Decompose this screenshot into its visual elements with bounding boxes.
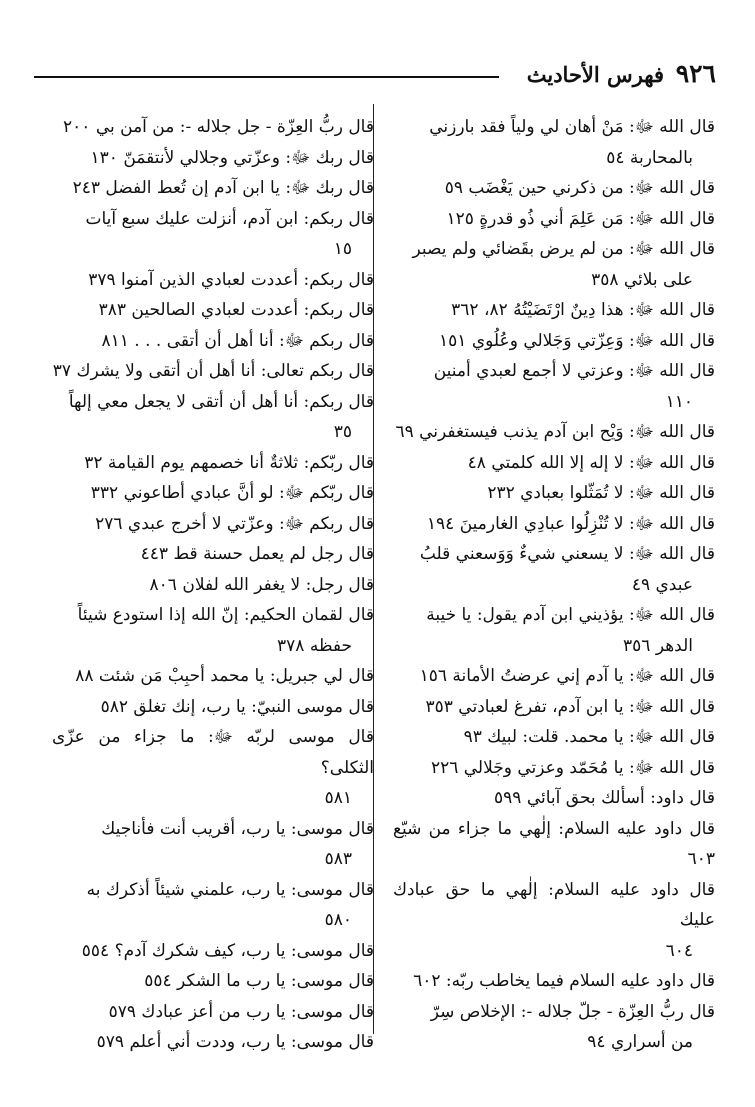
entry-text: قال الله ﷻ: هذا دِينٌ ارْتَضَيْتُهُ ٨٢، ٣٦٢ <box>451 300 715 320</box>
hadith-index-entry <box>52 356 374 387</box>
hadith-index-entry <box>52 204 374 265</box>
hadith-index-entry <box>393 783 715 814</box>
entry-text: قال ربّكم: ثلاثةٌ أنا خصمهم يوم القيامة ٣٢ <box>84 452 374 473</box>
entry-text: قال الله ﷻ: يا مُحَمّد وعزتي وجَلالي ٢٢٦ <box>430 757 715 778</box>
entry-text: قال موسى لربّه ﷻ: ما جزاء من عزّى الثكلى؟ <box>52 727 374 778</box>
entry-text: قال الله ﷻ: لا يسعني شيءٌ وَوَسعني قلبُ <box>419 544 715 564</box>
entry-text: قال الله ﷻ: مَن عَلِمَ أني ذُو قدرةٍ ١٢٥ <box>446 208 715 229</box>
hadith-index-entry <box>52 265 374 296</box>
hadith-index-entry <box>52 600 374 661</box>
hadith-index-entry <box>52 478 374 509</box>
entry-continuation: ٥٨٣ <box>324 849 352 869</box>
hadith-index-entry <box>393 356 715 417</box>
entry-text: قال ربك ﷻ: يا ابن آدم إن تُعط الفضل ٢٤٣ <box>72 178 374 198</box>
entry-text: قال لي جبريل: يا محمد أحبِبْ مَن شئت ٨٨ <box>75 666 374 686</box>
entry-text: قال داود: أسألك بحق آبائي ٥٩٩ <box>494 788 715 808</box>
entry-text: قال ربكم: ابن آدم، أنزلت عليك سبع آيات <box>85 208 374 229</box>
entry-continuation: حفظه ٣٧٨ <box>277 635 352 656</box>
running-title: فهرس الأحاديث <box>526 62 664 87</box>
hadith-index-entry <box>52 112 374 143</box>
entry-text: قال ربّكم ﷻ: لو أنَّ عبادي أطاعوني ٣٣٢ <box>90 483 374 503</box>
entry-text: قال لقمان الحكيم: إنّ الله إذا استودع شيئاً <box>77 605 374 625</box>
hadith-index-entry <box>52 173 374 204</box>
hadith-index-entry <box>52 326 374 357</box>
entry-continuation: بالمحاربة ٥٤ <box>606 147 693 168</box>
entry-continuation: الدهر ٣٥٦ <box>623 635 693 656</box>
entry-continuation: ٣٥ <box>333 422 352 442</box>
entry-text: قال الله ﷻ: لا تُنْزِلُوا عبادِي الغارمينَ ١٩٤ <box>426 513 715 534</box>
page-number: ٩٢٦ <box>675 59 716 88</box>
hadith-index-entry <box>52 722 374 814</box>
entry-text: قال الله ﷻ: لا إله إلا الله كلمتي ٤٨ <box>467 452 715 473</box>
entry-text: قال موسى: يا رب من أعز عبادك ٥٧٩ <box>108 1001 374 1022</box>
hadith-index-entry <box>52 387 374 448</box>
entry-text: قال داود عليه السلام: إلٰهي ما حق عبادك عليك <box>393 879 715 930</box>
entry-continuation: ١١٠ <box>665 391 693 412</box>
hadith-index-entry <box>52 448 374 479</box>
page-header <box>34 58 716 98</box>
index-column-right <box>393 112 715 1058</box>
entry-text: قال الله ﷻ: يا ابن آدم، تفرغ لعبادتي ٣٥٣ <box>425 696 715 717</box>
entry-text: قال الله ﷻ: لا تُمَثّلوا بعبادي ٢٣٢ <box>487 483 715 503</box>
index-column-left <box>52 112 374 1058</box>
entry-text: قال ربكم تعالى: أنا أهل أن أتقى ولا يشرك ٣٧ <box>52 361 374 381</box>
hadith-index-entry <box>393 661 715 692</box>
hadith-index-entry <box>52 539 374 570</box>
entry-continuation: ٥٨٠ <box>324 910 352 930</box>
entry-text: قال ربكم ﷻ: وعزّتي لا أخرج عبدي ٢٧٦ <box>95 513 374 534</box>
entry-continuation: على بلائي ٣٥٨ <box>591 269 693 290</box>
entry-text: قال ربك ﷻ: وعزّتي وجلالي لأنتقمَنّ ١٣٠ <box>90 147 374 168</box>
entry-text: قال ربُّ العِزّة - جل جلاله -: من آمن بي ٢٠٠ <box>63 117 374 137</box>
entry-text: قال موسى: يا رب، أقريب أنت فأناجيك <box>101 818 374 839</box>
entry-text: قال ربكم ﷻ: أنا أهل أن أتقى . . . ٨١١ <box>101 330 374 351</box>
hadith-index-entry <box>52 692 374 723</box>
hadith-index-entry <box>393 966 715 997</box>
entry-text: قال داود عليه السلام فيما يخاطب ربّه: ٦٠٢ <box>413 971 715 991</box>
entry-continuation: من أسراري ٩٤ <box>587 1032 693 1052</box>
hadith-index-entry <box>393 112 715 173</box>
hadith-index-entry <box>52 814 374 875</box>
hadith-index-entry <box>393 509 715 540</box>
hadith-index-entry <box>52 997 374 1028</box>
entry-text: قال الله ﷻ: يؤذيني ابن آدم يقول: يا خيبة <box>426 605 715 625</box>
hadith-index-entry <box>393 234 715 295</box>
hadith-index-entry <box>52 661 374 692</box>
entry-text: قال ربكم: أعددت لعبادي الذين آمنوا ٣٧٩ <box>88 269 374 290</box>
entry-continuation: ٦٠٤ <box>665 940 693 961</box>
entry-text: قال داود عليه السلام: إلٰهي ما جزاء من شيّع ٦٠٣ <box>393 818 715 869</box>
entry-text: قال الله ﷻ: وعزتي لا أجمع لعبدي أمنين <box>433 361 715 381</box>
hadith-index-entry <box>393 417 715 448</box>
entry-text: قال الله ﷻ: يا آدم إني عرضتُ الأمانة ١٥٦ <box>419 666 715 686</box>
hadith-index-entry <box>52 570 374 601</box>
hadith-index-entry <box>393 600 715 661</box>
entry-text: قال الله ﷻ: من لم يرض بقَضائي ولم يصبر <box>412 239 715 259</box>
hadith-index-entry <box>393 997 715 1058</box>
hadith-index-entry <box>52 143 374 174</box>
entry-text: قال الله ﷻ: يا محمد. قلت: لبيك ٩٣ <box>463 727 715 747</box>
entry-text: قال الله ﷻ: وَعِزّتي وَجَلالي وعُلُوي ١٥١ <box>439 330 715 351</box>
entry-text: قال رجل لم يعمل حسنة قط ٤٤٣ <box>140 544 374 564</box>
hadith-index-entry <box>393 204 715 235</box>
entry-text: قال موسى: يا رب، وددت أني أعلم ٥٧٩ <box>96 1032 374 1052</box>
entry-continuation: ٥٨١ <box>324 788 352 808</box>
hadith-index-entry <box>393 539 715 600</box>
hadith-index-entry <box>52 509 374 540</box>
hadith-index-entry <box>393 478 715 509</box>
entry-text: قال رجل: لا يغفر الله لفلان ٨٠٦ <box>149 574 374 595</box>
entry-text: قال موسى: يا رب ما الشكر ٥٥٤ <box>144 971 374 991</box>
entry-text: قال موسى: يا رب، كيف شكرك آدم؟ ٥٥٤ <box>81 940 374 961</box>
header-rule <box>34 76 499 78</box>
entry-text: قال الله ﷻ: من ذكرني حين يَغْضَب ٥٩ <box>444 178 715 198</box>
hadith-index-entry <box>393 173 715 204</box>
hadith-index-entry <box>52 875 374 936</box>
hadith-index-entry <box>393 814 715 875</box>
entry-text: قال ربُّ العِزّة - جلّ جلاله -: الإخلاص سِرّ <box>430 1001 715 1022</box>
hadith-index-entry <box>52 295 374 326</box>
hadith-index-entry <box>52 1027 374 1058</box>
entry-text: قال ربكم: أنا أهل أن أتقى لا يجعل معي إلهاً <box>68 391 374 412</box>
hadith-index-entry <box>393 295 715 326</box>
entry-text: قال موسى: يا رب، علمني شيئاً أذكرك به <box>86 879 374 900</box>
hadith-index-entry <box>52 966 374 997</box>
entry-text: قال ربكم: أعددت لعبادي الصالحين ٣٨٣ <box>98 300 374 320</box>
hadith-index-entry <box>393 326 715 357</box>
entry-text: قال موسى النبيّ: يا رب، إنك تغلق ٥٨٢ <box>100 696 374 717</box>
hadith-index-entry <box>393 722 715 753</box>
hadith-index-entry <box>393 875 715 967</box>
hadith-index-entry <box>393 753 715 784</box>
hadith-index-entry <box>393 692 715 723</box>
hadith-index-entry <box>393 448 715 479</box>
entry-continuation: ١٥ <box>333 239 352 259</box>
entry-text: قال الله ﷻ: وَيْح ابن آدم يذنب فيستغفرني ٦٩ <box>395 422 715 442</box>
entry-continuation: عبدي ٤٩ <box>631 574 693 595</box>
hadith-index-entry <box>52 936 374 967</box>
entry-text: قال الله ﷻ: مَنْ أهان لي ولياً فقد بارزني <box>429 117 715 137</box>
